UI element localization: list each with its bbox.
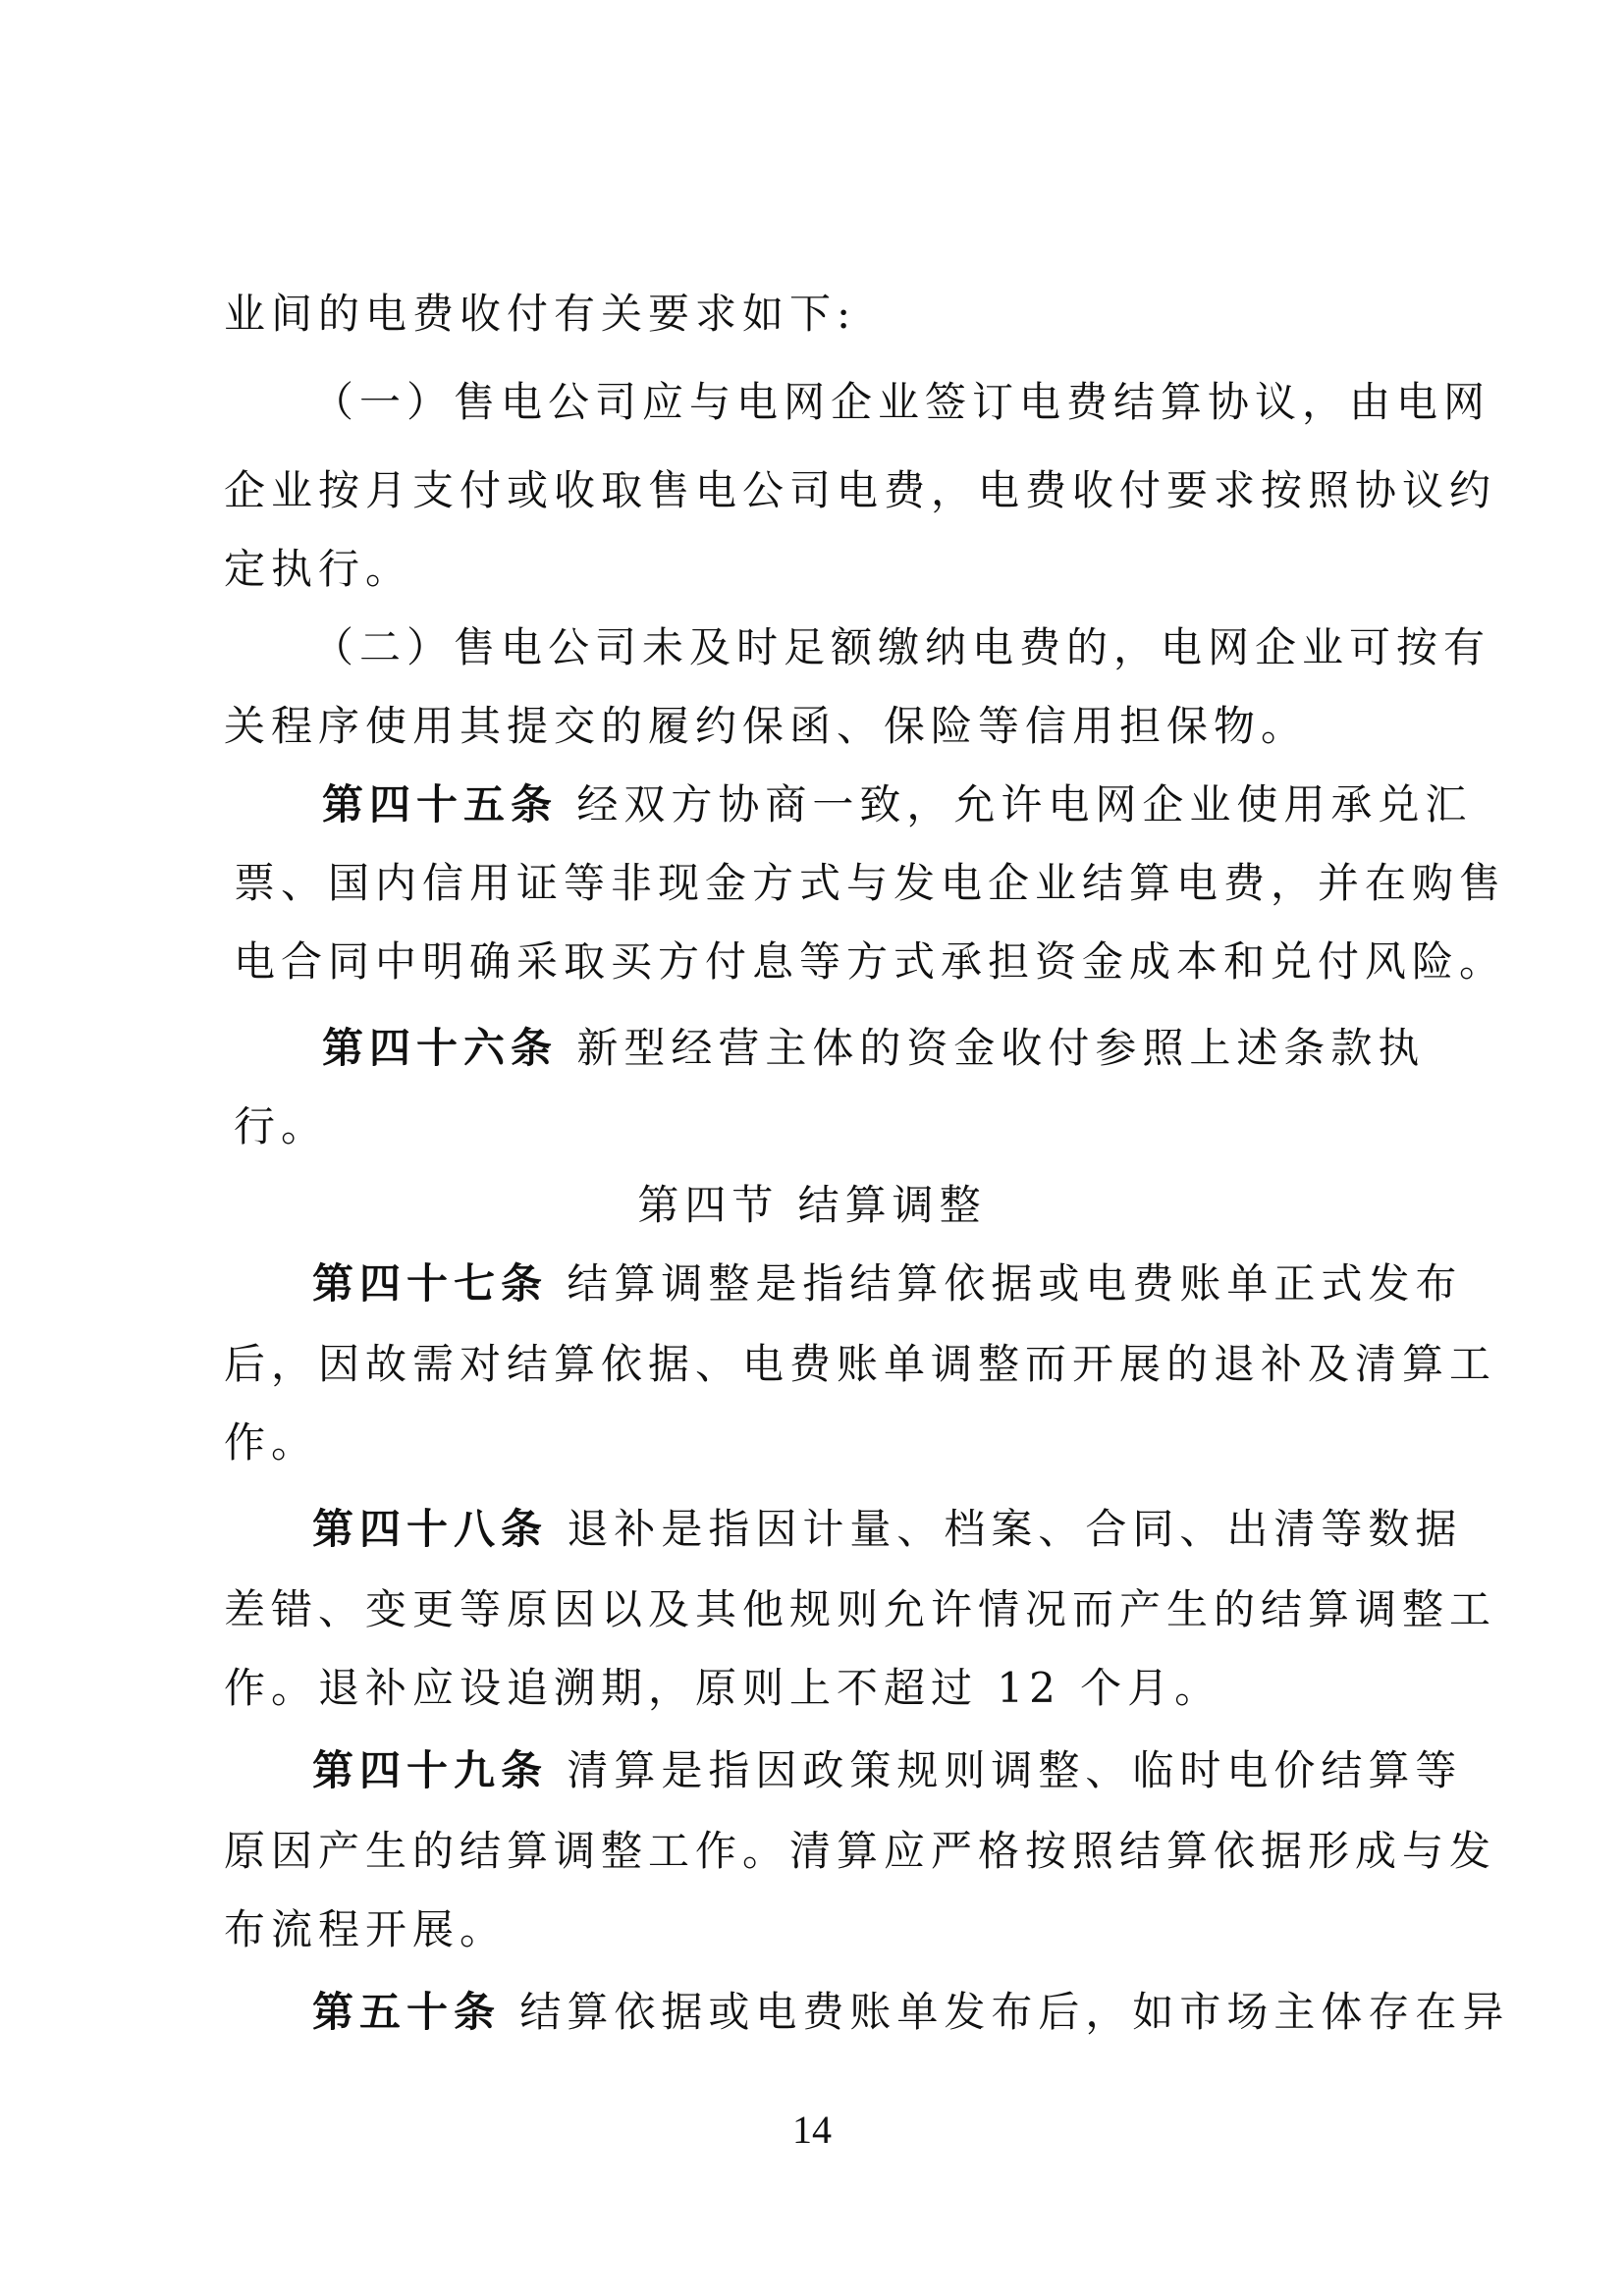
text-line: 后，因故需对结算依据、电费账单调整而开展的退补及清算工 — [224, 1340, 1497, 1388]
article-text: 经双方协商一致，允许电网企业使用承兑汇 — [576, 780, 1473, 828]
page-number: 14 — [792, 2108, 832, 2152]
article-line — [322, 1021, 1425, 1076]
text-line: 行。 — [234, 1102, 329, 1150]
text-line: 票、国内信用证等非现金方式与发电企业结算电费，并在购售 — [234, 859, 1507, 907]
article-line — [322, 777, 1472, 832]
article-text: 清算是指因政策规则调整、临时电价结算等 — [567, 1746, 1463, 1794]
text-line: 原因产生的结算调整工作。清算应严格按照结算依据形成与发 — [224, 1827, 1497, 1875]
article-label: 第五十条 — [312, 1988, 502, 2036]
article-label: 第四十五条 — [322, 780, 559, 828]
text-line: 业间的电费收付有关要求如下: — [224, 290, 857, 338]
text-line: （一）售电公司应与电网企业签订电费结算协议，由电网 — [312, 378, 1491, 426]
article-line — [312, 1985, 1509, 2040]
text-line: 作。 — [224, 1418, 319, 1467]
article-text: 结算依据或电费账单发布后，如市场主体存在异 — [519, 1988, 1510, 2036]
section-title: 第四节 结算调整 — [637, 1181, 987, 1229]
text-line: 作。退补应设追溯期，原则上不超过 12 个月。 — [224, 1664, 1222, 1712]
article-label: 第四十七条 — [312, 1259, 549, 1308]
article-line — [312, 1502, 1462, 1557]
article-line — [312, 1256, 1462, 1311]
article-label: 第四十六条 — [322, 1024, 559, 1072]
article-text: 结算调整是指结算依据或电费账单正式发布 — [567, 1259, 1463, 1308]
article-text: 新型经营主体的资金收付参照上述条款执 — [576, 1024, 1426, 1072]
text-line: 布流程开展。 — [224, 1905, 508, 1953]
text-line: 企业按月支付或收取售电公司电费，电费收付要求按照协议约 — [224, 466, 1497, 514]
text-line: 定执行。 — [224, 545, 413, 593]
article-label: 第四十八条 — [312, 1505, 549, 1553]
text-line: 电合同中明确采取买方付息等方式承担资金成本和兑付风险。 — [234, 937, 1507, 986]
article-text: 退补是指因计量、档案、合同、出清等数据 — [567, 1505, 1463, 1553]
article-line — [312, 1743, 1462, 1798]
text-line: （二）售电公司未及时足额缴纳电费的，电网企业可按有 — [312, 623, 1491, 671]
text-line: 差错、变更等原因以及其他规则允许情况而产生的结算调整工 — [224, 1585, 1497, 1633]
text-line: 关程序使用其提交的履约保函、保险等信用担保物。 — [224, 702, 1309, 750]
article-label: 第四十九条 — [312, 1746, 549, 1794]
